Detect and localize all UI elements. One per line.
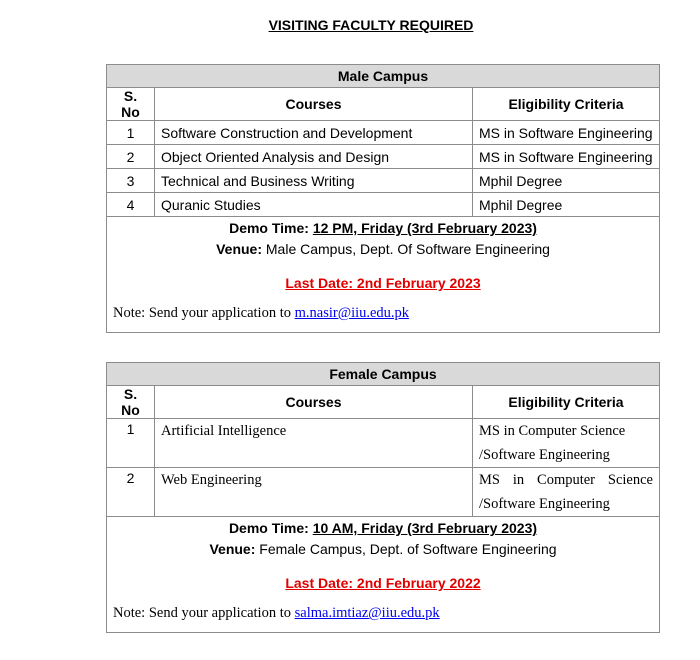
table-row [107,193,660,217]
serial-number: 4 [107,193,155,217]
demo-time: Demo Time: 10 AM, Friday (3rd February 2023) [228,520,538,536]
campus-heading: Female Campus [107,363,660,386]
table-row [107,145,660,169]
serial-number: 1 [107,121,155,145]
last-date: Last Date: 2nd February 2023 [285,275,481,291]
serial-number: 3 [107,169,155,193]
application-note: Note: Send your application to salma.imtiaz@iiu.edu.pk [113,605,440,621]
eligibility-criteria: Mphil Degree [473,193,660,217]
column-header-courses: Courses [155,88,473,121]
venue: Venue: Female Campus, Dept. of Software Engineering [209,541,557,557]
course-name: Quranic Studies [155,193,473,217]
column-header-sno: S. No [107,88,155,121]
female-campus-table [106,362,660,633]
campus-heading: Male Campus [107,65,660,88]
column-header-eligibility: Eligibility Criteria [473,386,660,419]
column-header-courses: Courses [155,386,473,419]
table-row [107,468,660,517]
eligibility-criteria: MS in Software Engineering [473,121,660,145]
eligibility-criteria: MS in Computer Science /Software Engineering [473,419,660,468]
details-section [107,517,660,633]
email-link[interactable]: salma.imtiaz@iiu.edu.pk [294,605,440,621]
details-section [107,217,660,333]
page-title: VISITING FACULTY REQUIRED [268,17,474,33]
column-header-eligibility: Eligibility Criteria [473,88,660,121]
serial-number: 2 [107,468,155,517]
eligibility-criteria: MS in Computer Science /Software Engineering [473,468,660,517]
serial-number: 1 [107,419,155,468]
last-date: Last Date: 2nd February 2022 [285,575,481,591]
course-name: Artificial Intelligence [155,419,473,468]
eligibility-criteria: MS in Software Engineering [473,145,660,169]
application-note: Note: Send your application to m.nasir@iiu.edu.pk [113,305,410,321]
course-name: Technical and Business Writing [155,169,473,193]
course-name: Object Oriented Analysis and Design [155,145,473,169]
table-row [107,169,660,193]
course-name: Web Engineering [155,468,473,517]
demo-time: Demo Time: 12 PM, Friday (3rd February 2023) [229,220,537,236]
table-row [107,121,660,145]
serial-number: 2 [107,145,155,169]
eligibility-criteria: Mphil Degree [473,169,660,193]
venue: Venue: Male Campus, Dept. Of Software Engineering [216,241,550,257]
table-row [107,419,660,468]
column-header-sno: S. No [107,386,155,419]
course-name: Software Construction and Development [155,121,473,145]
email-link[interactable]: m.nasir@iiu.edu.pk [294,305,410,321]
male-campus-table [106,64,660,333]
